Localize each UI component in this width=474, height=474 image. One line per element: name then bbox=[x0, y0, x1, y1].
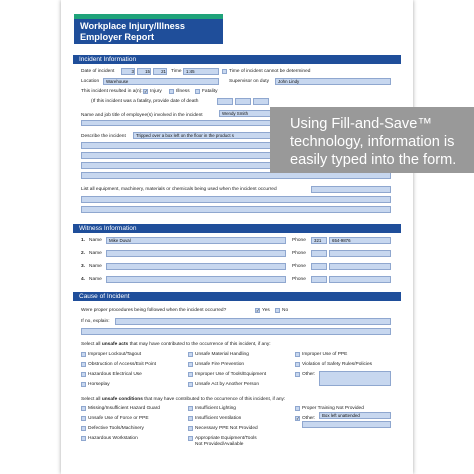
condition-label-1-1: Missing/Insufficient Hazard Guard bbox=[88, 406, 160, 411]
time-label: Time bbox=[171, 69, 182, 74]
act-label-1-1: Improper Lockout/Tagout bbox=[88, 352, 142, 357]
procedures-yes-checkbox[interactable]: ✓ bbox=[256, 308, 260, 313]
death-day-field[interactable] bbox=[235, 98, 251, 105]
conditions-other-field-line2[interactable] bbox=[302, 421, 391, 428]
describe-label: Describe the incident bbox=[81, 134, 126, 139]
location-label: Location bbox=[81, 79, 100, 84]
illness-checkbox[interactable] bbox=[169, 89, 174, 94]
supervisor-label: Supervisor on duty bbox=[229, 79, 269, 84]
persons-field[interactable]: Wendy Smith bbox=[219, 110, 319, 117]
witness-area-field-1[interactable]: 321 bbox=[311, 237, 327, 244]
act-label-3-2: Improper Use of Tools/Equipment bbox=[195, 372, 267, 377]
persons-field-line2[interactable] bbox=[81, 120, 281, 126]
condition-checkbox-1-2[interactable] bbox=[188, 406, 193, 411]
equipment-label: List all equipment, machinery, materials or chemicals being used when the incident occurred bbox=[81, 187, 277, 192]
procedures-label: Were proper procedures being followed when the incident occurred? bbox=[81, 308, 227, 313]
condition-label-3-2: Necessary PPE Not Provided bbox=[195, 426, 258, 431]
act-checkbox-1-3[interactable] bbox=[295, 352, 300, 357]
cause-section-header: Cause of Incident bbox=[73, 292, 401, 301]
date-month-field[interactable]: 3 bbox=[121, 68, 135, 75]
death-month-field[interactable] bbox=[217, 98, 233, 105]
witness-phone-label-4: Phone bbox=[292, 277, 306, 282]
witness-row-3-num: 3. bbox=[81, 264, 86, 269]
conditions-intro: Select all unsafe conditions that may have contributed to the occurrence of this incident, if any: bbox=[81, 397, 286, 402]
witness-section-header: Witness Information bbox=[73, 224, 401, 233]
condition-checkbox-3-2[interactable] bbox=[188, 426, 193, 431]
act-checkbox-3-1[interactable] bbox=[81, 372, 86, 377]
witness-name-field-4[interactable] bbox=[106, 276, 286, 283]
act-label-3-3: Other: bbox=[302, 372, 316, 377]
witness-phone-field-3[interactable] bbox=[329, 263, 391, 270]
witness-name-label-4: Name bbox=[89, 277, 102, 282]
form-page bbox=[61, 0, 413, 474]
act-checkbox-2-2[interactable] bbox=[188, 362, 193, 367]
location-field[interactable]: Warehouse bbox=[103, 78, 219, 85]
witness-row-4-num: 4. bbox=[81, 277, 86, 282]
act-checkbox-4-2[interactable] bbox=[188, 382, 193, 387]
act-label-4-1: Horseplay bbox=[88, 382, 110, 387]
condition-label-2-1: Unsafe Use of Force or PPE bbox=[88, 416, 149, 421]
describe-field-line5[interactable] bbox=[81, 172, 391, 179]
date-label: Date of incident bbox=[81, 69, 115, 74]
witness-area-field-3[interactable] bbox=[311, 263, 327, 270]
condition-label-4-2: Appropriate Equipment/Tools bbox=[195, 436, 257, 441]
time-unknown-label: Time of incident cannot be determined bbox=[229, 69, 311, 74]
fatality-label: Fatality bbox=[202, 89, 218, 94]
witness-name-label-3: Name bbox=[89, 264, 102, 269]
procedures-no-label: No bbox=[282, 308, 289, 313]
injury-checkbox[interactable]: ✓ bbox=[144, 89, 148, 94]
injury-label: Injury bbox=[150, 89, 162, 94]
fatality-date-label: (If this incident was a fatality, provide date of death bbox=[91, 99, 199, 104]
act-checkbox-1-1[interactable] bbox=[81, 352, 86, 357]
witness-name-field-3[interactable] bbox=[106, 263, 286, 270]
describe-field[interactable]: Tripped over a box left on the floor in the product s bbox=[133, 132, 281, 139]
witness-name-label-2: Name bbox=[89, 251, 102, 256]
act-checkbox-4-1[interactable] bbox=[81, 382, 86, 387]
act-label-3-1: Hazardous Electrical Use bbox=[88, 372, 142, 377]
illness-label: Illness bbox=[176, 89, 190, 94]
condition-checkbox-2-2[interactable] bbox=[188, 416, 193, 421]
witness-row-1-num: 1. bbox=[81, 238, 86, 243]
condition-label-2-3: Other: bbox=[302, 416, 316, 421]
acts-intro: Select all unsafe acts that may have contributed to the occurrence of this incident, if any: bbox=[81, 342, 271, 347]
condition-label-3-1: Defective Tools/Machinery bbox=[88, 426, 144, 431]
witness-row-2-num: 2. bbox=[81, 251, 86, 256]
witness-phone-label-3: Phone bbox=[292, 264, 306, 269]
witness-phone-field-1[interactable]: 654-9876 bbox=[329, 237, 391, 244]
condition-checkbox-1-1[interactable] bbox=[81, 406, 86, 411]
condition-checkbox-4-2[interactable] bbox=[188, 436, 193, 441]
condition-label-5-2: Not Provided/Available bbox=[195, 442, 244, 447]
witness-name-label-1: Name bbox=[89, 238, 102, 243]
time-field[interactable]: 1:45 bbox=[183, 68, 219, 75]
condition-label-2-2: Insufficient Ventilation bbox=[195, 416, 242, 421]
date-year-field[interactable]: 21 bbox=[153, 68, 167, 75]
explain-label: If no, explain: bbox=[81, 319, 110, 324]
condition-checkbox-2-1[interactable] bbox=[81, 416, 86, 421]
act-checkbox-3-2[interactable] bbox=[188, 372, 193, 377]
act-label-2-3: Violation of Safety Rules/Policies bbox=[302, 362, 373, 367]
fill-and-save-callout bbox=[270, 107, 474, 173]
fatality-checkbox[interactable] bbox=[195, 89, 200, 94]
procedures-no-checkbox[interactable] bbox=[275, 308, 280, 313]
supervisor-field[interactable]: John Lindy bbox=[275, 78, 391, 85]
callout-line2: technology, information is bbox=[290, 134, 455, 150]
equipment-field[interactable] bbox=[311, 186, 391, 193]
callout-line3: easily typed into the form. bbox=[290, 152, 457, 168]
witness-phone-field-4[interactable] bbox=[329, 276, 391, 283]
act-checkbox-3-3[interactable] bbox=[295, 372, 300, 377]
witness-phone-label-2: Phone bbox=[292, 251, 306, 256]
incident-section-header: Incident Information bbox=[73, 55, 401, 64]
witness-phone-field-2[interactable] bbox=[329, 250, 391, 257]
condition-label-4-1: Hazardous Workstation bbox=[88, 436, 138, 441]
death-year-field[interactable] bbox=[253, 98, 269, 105]
act-checkbox-2-1[interactable] bbox=[81, 362, 86, 367]
act-label-1-3: Improper Use of PPE bbox=[302, 352, 348, 357]
resulted-label: This incident resulted in a(n): bbox=[81, 89, 143, 94]
witness-name-field-2[interactable] bbox=[106, 250, 286, 257]
condition-checkbox-4-1[interactable] bbox=[81, 436, 86, 441]
act-checkbox-1-2[interactable] bbox=[188, 352, 193, 357]
form-title-line1: Workplace Injury/Illness bbox=[80, 21, 186, 31]
act-label-2-2: Unsafe Fire Prevention bbox=[195, 362, 245, 367]
equipment-field-line3[interactable] bbox=[81, 206, 391, 213]
date-day-field[interactable]: 15 bbox=[137, 68, 151, 75]
explain-field[interactable] bbox=[115, 318, 391, 325]
condition-label-1-2: Insufficient Lighting bbox=[195, 406, 236, 411]
condition-checkbox-3-1[interactable] bbox=[81, 426, 86, 431]
witness-area-field-4[interactable] bbox=[311, 276, 327, 283]
act-label-2-1: Obstruction of Access/Exit Point bbox=[88, 362, 156, 367]
persons-label: Name and job title of employee(s) involved in the incident bbox=[81, 113, 203, 118]
condition-label-1-3: Proper Training Not Provided bbox=[302, 406, 364, 411]
witness-area-field-2[interactable] bbox=[311, 250, 327, 257]
form-title-box bbox=[74, 14, 223, 44]
act-checkbox-2-3[interactable] bbox=[295, 362, 300, 367]
witness-phone-label-1: Phone bbox=[292, 238, 306, 243]
condition-checkbox-1-3[interactable] bbox=[295, 406, 300, 411]
callout-line1: Using Fill-and-Save™ bbox=[290, 116, 432, 132]
act-label-4-2: Unsafe Act by Another Person bbox=[195, 382, 259, 387]
equipment-field-line2[interactable] bbox=[81, 196, 391, 203]
witness-name-field-1[interactable]: Mike Duval bbox=[106, 237, 286, 244]
form-title-line2: Employer Report bbox=[80, 32, 155, 42]
act-label-1-2: Unsafe Material Handling bbox=[195, 352, 249, 357]
procedures-yes-label: Yes bbox=[262, 308, 270, 313]
conditions-other-field[interactable]: Box left unattended bbox=[319, 412, 391, 419]
time-unknown-checkbox[interactable] bbox=[222, 69, 227, 74]
explain-field-line2[interactable] bbox=[81, 328, 391, 335]
condition-checkbox-2-3[interactable]: ✓ bbox=[296, 416, 300, 421]
acts-other-field[interactable] bbox=[319, 371, 391, 386]
